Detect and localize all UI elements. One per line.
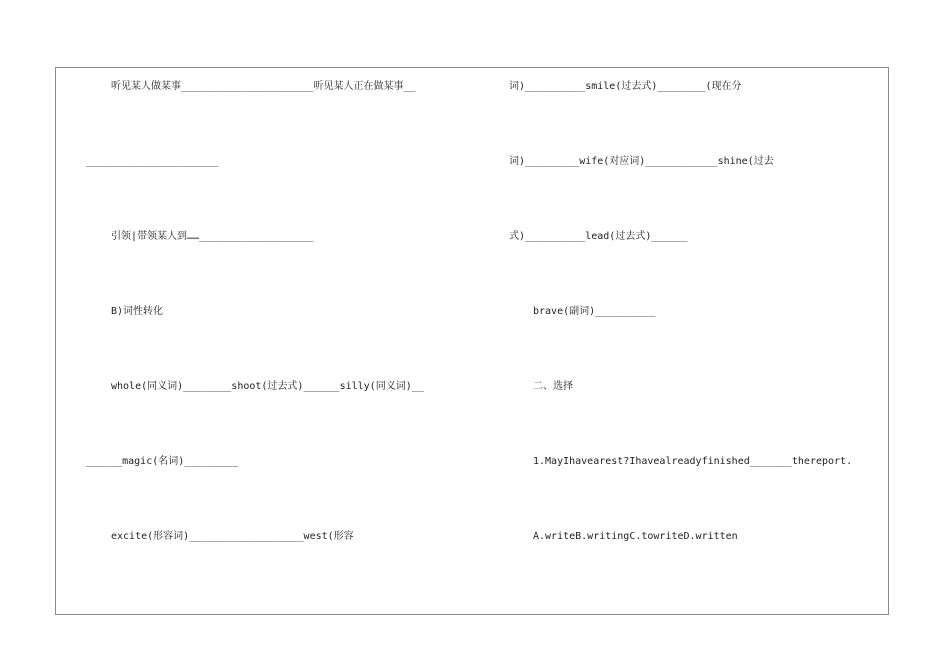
right-line-4: brave(副词)__________ bbox=[533, 306, 656, 317]
left-line-5: whole(同义词)________shoot(过去式)______silly(同义词)__ bbox=[111, 381, 424, 392]
right-line-3: 式)__________lead(过去式)______ bbox=[509, 231, 688, 242]
left-line-1: 听见某人做某事______________________听见某人正在做某事__ bbox=[111, 81, 416, 92]
left-line-7: excite(形容词)___________________west(形容 bbox=[111, 531, 354, 542]
right-line-1: 词)__________smile(过去式)________(现在分 bbox=[509, 81, 742, 92]
section-heading-conversion: B)词性转化 bbox=[111, 306, 164, 317]
left-line-3: 引领|带领某人到……___________________ bbox=[111, 231, 314, 242]
left-line-6: ______magic(名词)_________ bbox=[86, 456, 239, 467]
question-1-options: A.writeB.writingC.towriteD.written bbox=[533, 531, 738, 542]
section-heading-choice: 二、选择 bbox=[533, 381, 573, 392]
right-line-2: 词)_________wife(对应词)____________shine(过去 bbox=[509, 156, 774, 167]
question-1: 1.MayIhavearest?Ihavealreadyfinished_______thereport. bbox=[533, 456, 853, 467]
left-line-2: ______________________ bbox=[86, 156, 219, 167]
